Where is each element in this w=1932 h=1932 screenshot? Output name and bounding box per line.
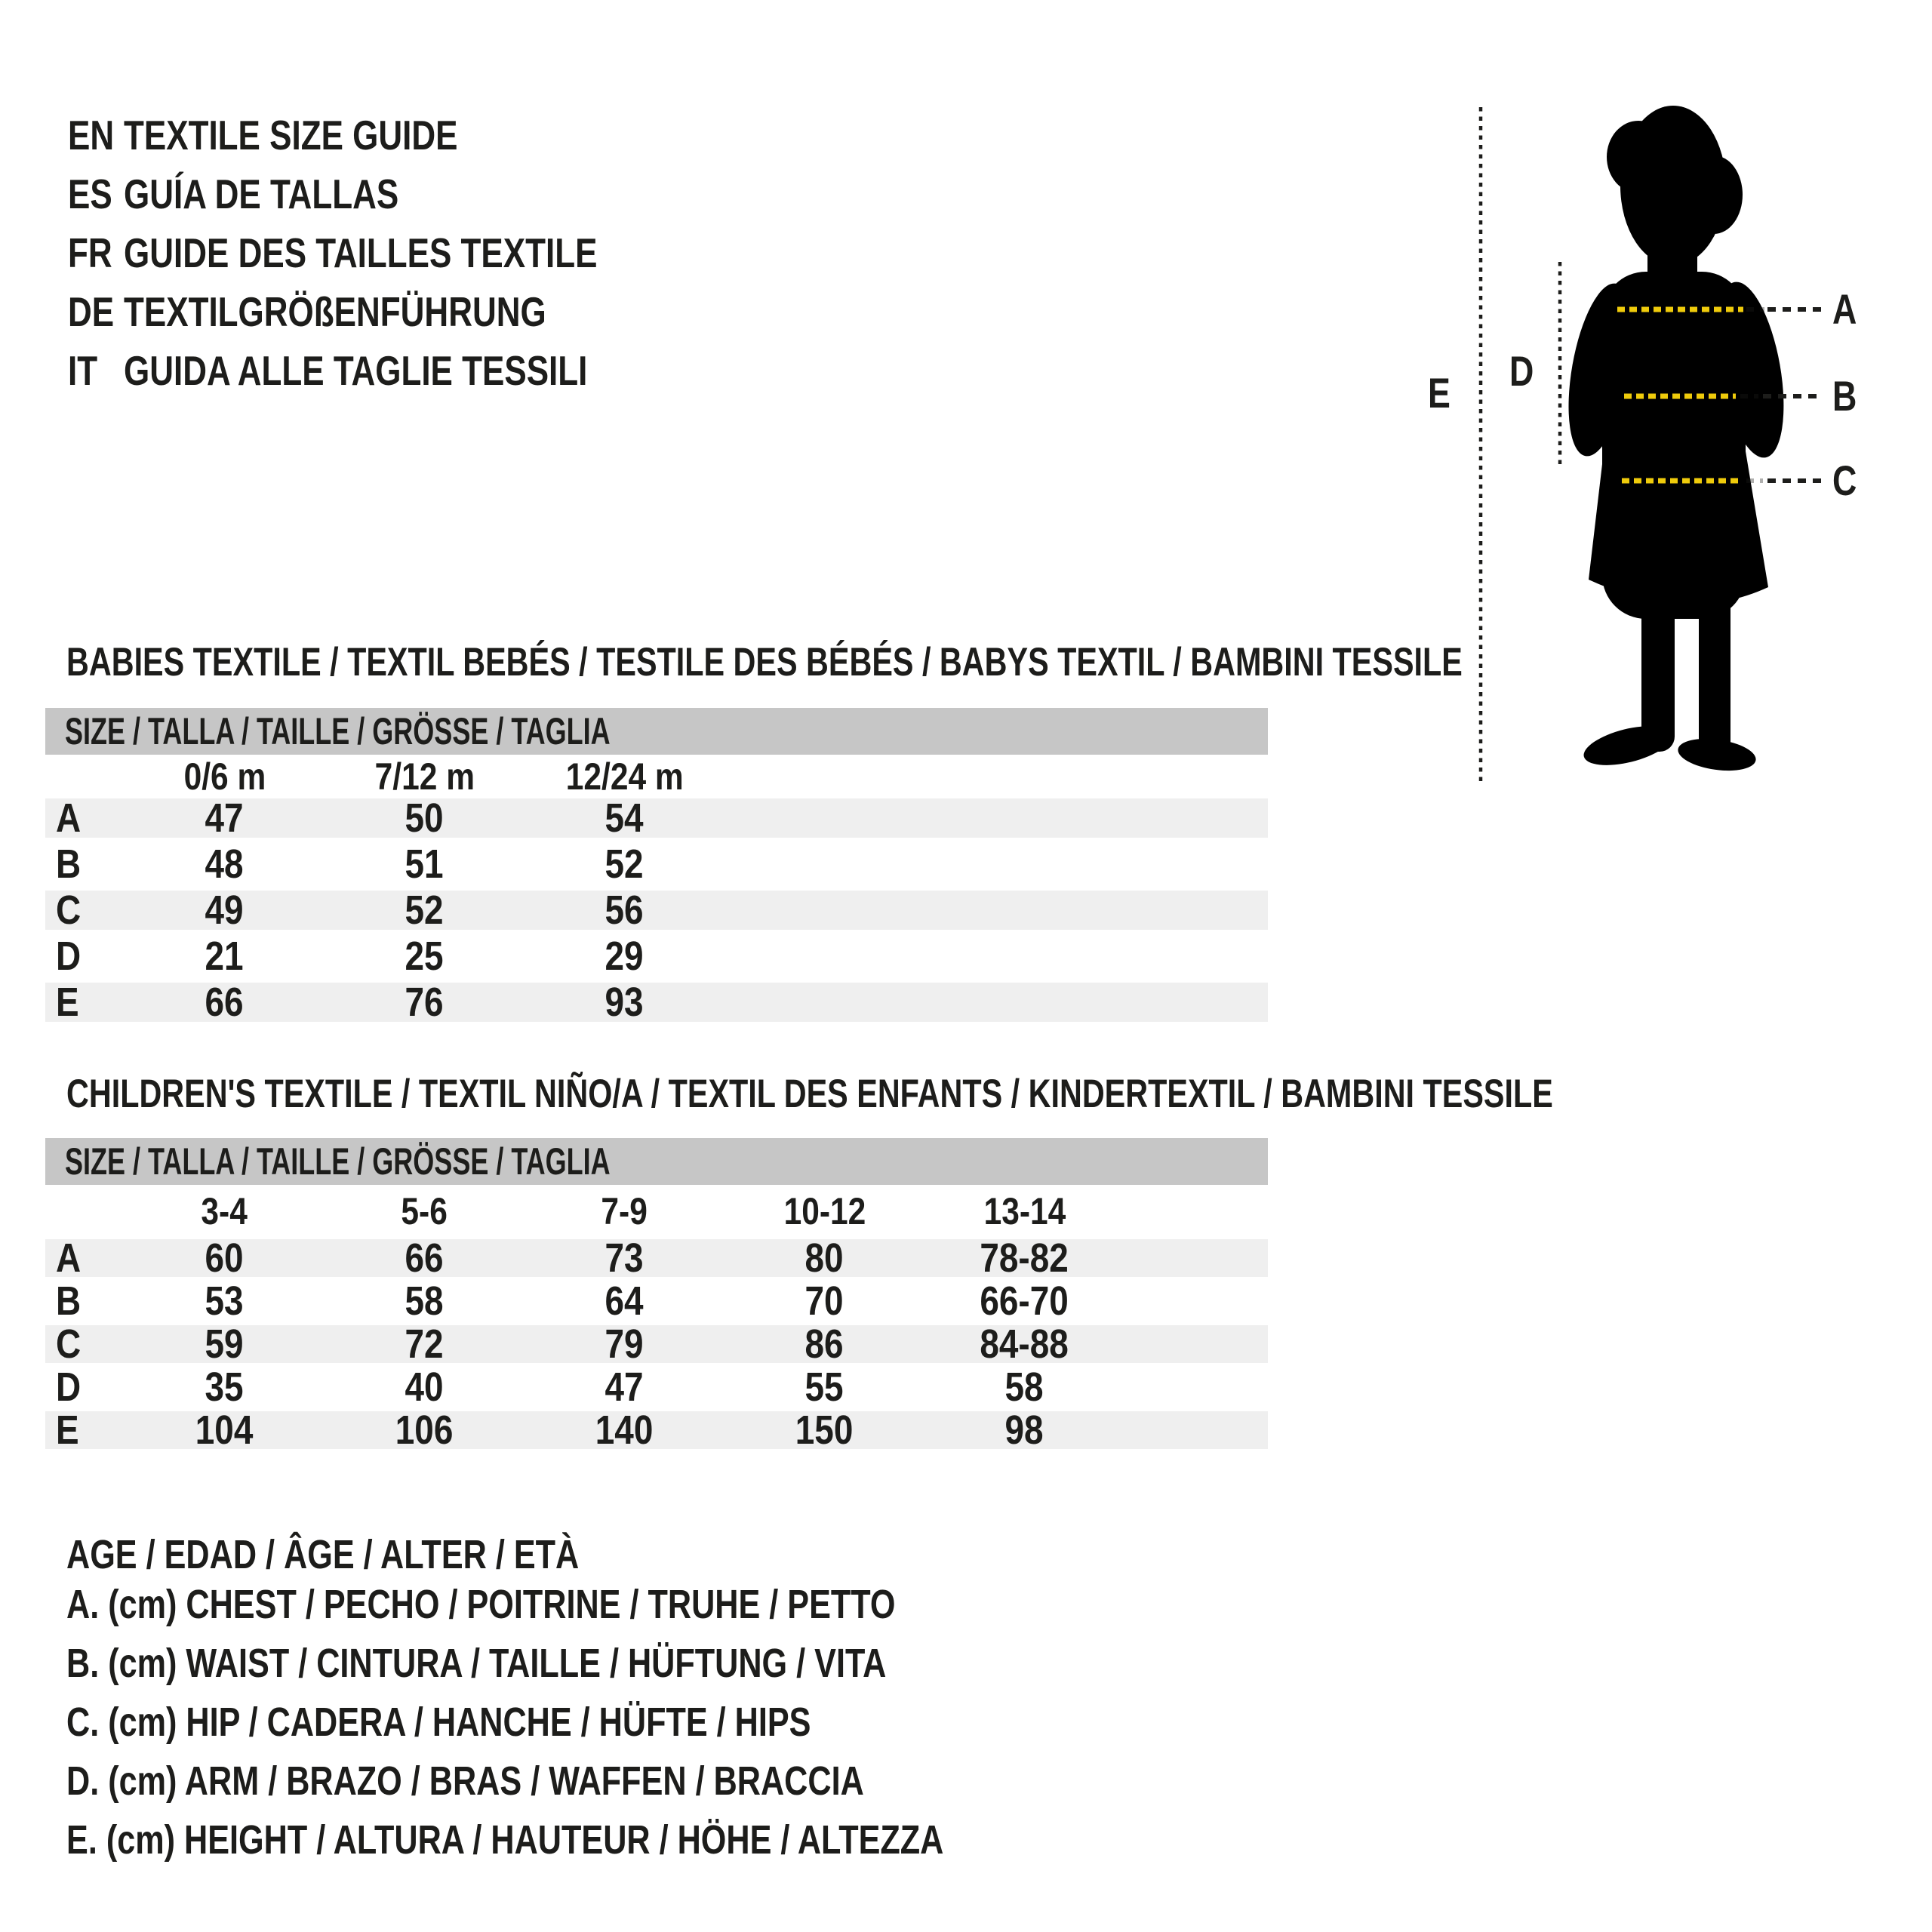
figure-label-a: A bbox=[1832, 285, 1857, 333]
figure-label-e: E bbox=[1428, 369, 1451, 417]
table-row: A 47 50 54 bbox=[45, 798, 1268, 838]
page-title-fr: GUIDE DES TAILLES TEXTILE bbox=[124, 229, 598, 276]
lang-row-fr bbox=[68, 223, 715, 282]
babies-col-0-6m: 0/6 m bbox=[183, 755, 266, 798]
figure-label-b: B bbox=[1832, 372, 1857, 420]
table-row: D 35 40 47 55 58 bbox=[56, 1364, 1044, 1410]
lang-row-it bbox=[68, 341, 715, 400]
table-row: E 66 76 93 bbox=[45, 983, 1268, 1022]
legend-waist-line: B. (cm) WAIST / CINTURA / TAILLE / HÜFTUNG / VITA bbox=[66, 1641, 887, 1686]
babies-column-header-row bbox=[45, 755, 1268, 798]
lang-code-en: EN bbox=[68, 112, 115, 158]
lang-code-it: IT bbox=[68, 347, 98, 394]
lang-row-en bbox=[68, 106, 715, 165]
babies-size-header-bar: SIZE / TALLA / TAILLE / GRÖSSE / TAGLIA bbox=[45, 708, 1268, 755]
children-col-7-9: 7-9 bbox=[601, 1190, 648, 1232]
children-section-title: CHILDREN'S TEXTILE / TEXTIL NIÑO/A / TEXTIL DES ENFANTS / KINDERTEXTIL / BAMBINI TESSILE bbox=[66, 1072, 1553, 1116]
table-row: B 48 51 52 bbox=[56, 841, 645, 887]
lang-row-es bbox=[68, 165, 715, 223]
page-title-de: TEXTILGRÖßENFÜHRUNG bbox=[124, 288, 546, 335]
figure-label-c: C bbox=[1832, 457, 1857, 504]
legend-arm-line: D. (cm) ARM / BRAZO / BRAS / WAFFEN / BRACCIA bbox=[66, 1758, 864, 1804]
children-col-13-14: 13-14 bbox=[983, 1190, 1066, 1232]
page-title: TEXTILE SIZE GUIDE bbox=[124, 112, 458, 158]
page-title-es: GUÍA DE TALLAS bbox=[124, 171, 399, 217]
table-row: D 21 25 29 bbox=[56, 934, 645, 979]
lang-code-fr: FR bbox=[68, 229, 112, 276]
legend-hip-line: C. (cm) HIP / CADERA / HANCHE / HÜFTE / HIPS bbox=[66, 1700, 811, 1745]
figure-label-d: D bbox=[1509, 347, 1534, 395]
language-title-list bbox=[68, 106, 715, 400]
lang-row-de bbox=[68, 282, 715, 341]
table-row: C 59 72 79 86 84-88 bbox=[45, 1325, 1268, 1363]
babies-col-7-12m: 7/12 m bbox=[374, 755, 475, 798]
page-title-it: GUIDA ALLE TAGLIE TESSILI bbox=[124, 347, 588, 394]
child-silhouette-figure bbox=[1426, 91, 1864, 792]
table-row: E 104 106 140 150 98 bbox=[45, 1411, 1268, 1449]
children-col-3-4: 3-4 bbox=[201, 1190, 248, 1232]
lang-code-es: ES bbox=[68, 171, 112, 217]
table-row: C 49 52 56 bbox=[45, 891, 1268, 930]
table-row: B 53 58 64 70 66-70 bbox=[56, 1278, 1069, 1324]
children-col-10-12: 10-12 bbox=[783, 1190, 866, 1232]
babies-col-12-24m: 12/24 m bbox=[565, 755, 684, 798]
children-column-header-row bbox=[45, 1190, 1268, 1232]
babies-section-title: BABIES TEXTILE / TEXTIL BEBÉS / TESTILE DES BÉBÉS / BABYS TEXTIL / BAMBINI TESSILE bbox=[66, 640, 1463, 685]
children-size-header-bar: SIZE / TALLA / TAILLE / GRÖSSE / TAGLIA bbox=[45, 1138, 1268, 1185]
legend-chest-line: A. (cm) CHEST / PECHO / POITRINE / TRUHE / PETTO bbox=[66, 1582, 896, 1627]
table-row: A 60 66 73 80 78-82 bbox=[45, 1239, 1268, 1277]
legend-height-line: E. (cm) HEIGHT / ALTURA / HAUTEUR / HÖHE / ALTEZZA bbox=[66, 1817, 944, 1863]
lang-code-de: DE bbox=[68, 288, 115, 335]
children-col-5-6: 5-6 bbox=[401, 1190, 448, 1232]
legend-age-line: AGE / EDAD / ÂGE / ALTER / ETÀ bbox=[66, 1532, 580, 1577]
